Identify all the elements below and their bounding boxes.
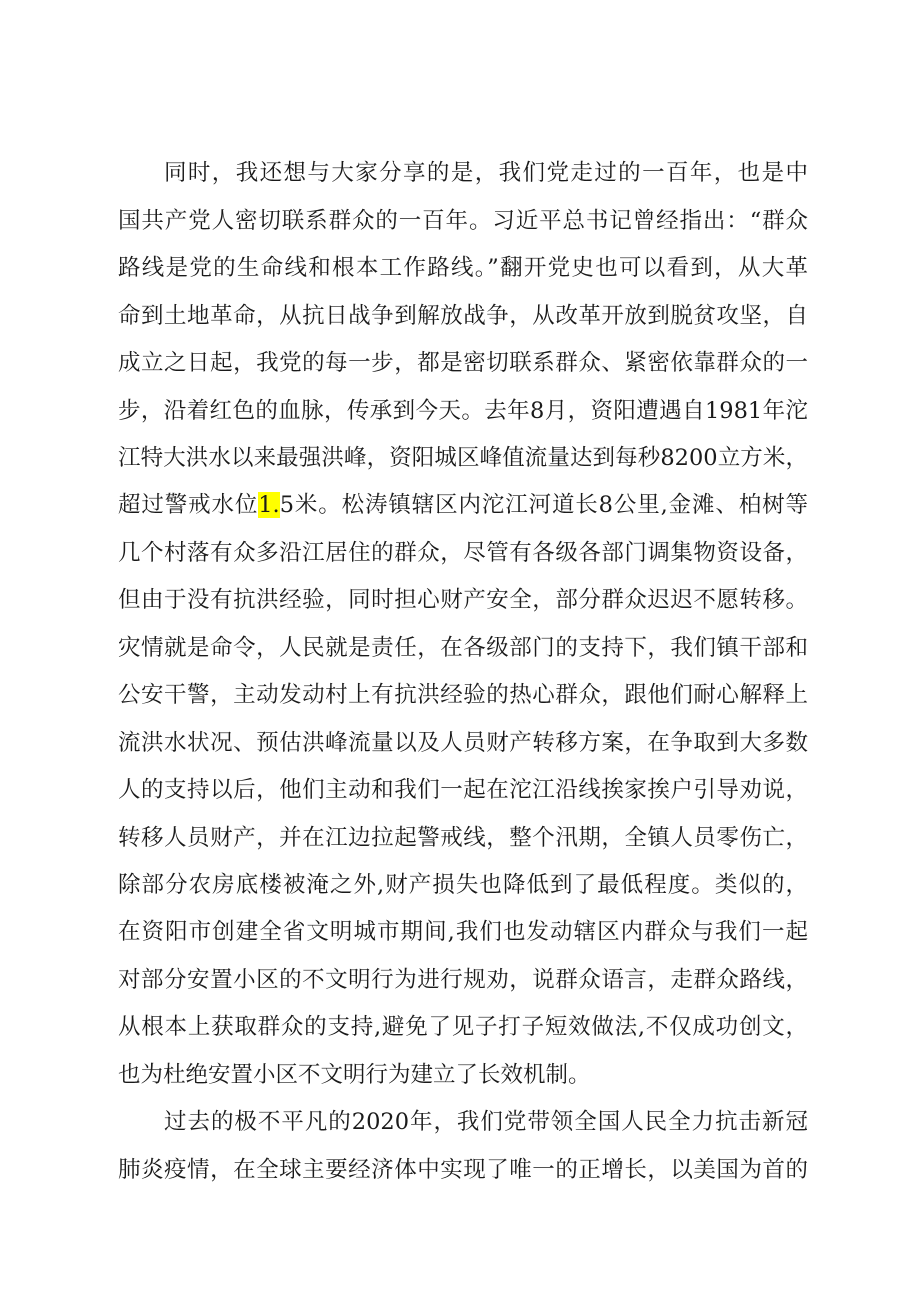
paragraph-1-line-1: 同时，我还想与大家分享的是，我们党走过的一百年，也是中 — [164, 160, 808, 186]
paragraph-1-line-11: 灾情就是命令，人民就是责任，在各级部门的支持下，我们镇干部和 — [118, 635, 808, 661]
paragraph-1-line-19: 从根本上获取群众的支持,避免了见子打子短效做法,不仅成功创文， — [118, 1014, 808, 1040]
paragraph-1-line-14: 人的支持以后，他们主动和我们一起在沱江沿线挨家挨户引导劝说， — [118, 777, 808, 803]
paragraph-1-line-5: 成立之日起，我党的每一步，都是密切联系群众、紧密依靠群众的一 — [118, 350, 808, 376]
paragraph-1-line-15: 转移人员财产，并在江边拉起警戒线，整个汛期，全镇人员零伤亡， — [118, 825, 808, 851]
highlighted-text: 1. — [258, 492, 280, 518]
paragraph-1-line-9: 几个村落有众多沿江居住的群众，尽管有各级各部门调集物资设备， — [118, 540, 808, 566]
paragraph-1-line-10: 但由于没有抗洪经验，同时担心财产安全，部分群众迟迟不愿转移。 — [118, 587, 808, 613]
paragraph-1-line-12: 公安干警，主动发动村上有抗洪经验的热心群众，跟他们耐心解释上 — [118, 682, 808, 708]
line-8-before-text: 超过警戒水位 — [118, 492, 259, 518]
paragraph-2-line-1: 过去的极不平凡的2020年，我们党带领全国人民全力抗击新冠 — [164, 1109, 808, 1135]
paragraph-2-line-2: 肺炎疫情，在全球主要经济体中实现了唯一的正增长，以美国为首的 — [118, 1157, 808, 1183]
paragraph-1-line-3: 路线是党的生命线和根本工作路线。”翻开党史也可以看到，从大革 — [118, 255, 808, 281]
paragraph-1-line-17: 在资阳市创建全省文明城市期间,我们也发动辖区内群众与我们一起 — [118, 919, 808, 945]
paragraph-1-line-13: 流洪水状况、预估洪峰流量以及人员财产转移方案，在争取到大多数 — [118, 730, 808, 756]
paragraph-1-line-16: 除部分农房底楼被淹之外,财产损失也降低到了最低程度。类似的， — [118, 872, 808, 898]
paragraph-1-line-6: 步，沿着红色的血脉，传承到今天。去年8月，资阳遭遇自1981年沱 — [118, 398, 808, 424]
paragraph-1-line-18: 对部分安置小区的不文明行为进行规劝，说群众语言，走群众路线， — [118, 967, 808, 993]
line-8-after-text: 5米。松涛镇辖区内沱江河道长8公里,金滩、柏树等 — [279, 492, 808, 518]
paragraph-1-line-20: 也为杜绝安置小区不文明行为建立了长效机制。 — [118, 1062, 591, 1088]
paragraph-1-line-2: 国共产党人密切联系群众的一百年。习近平总书记曾经指出：“群众 — [118, 208, 808, 234]
paragraph-1-line-8 — [118, 485, 808, 525]
paragraph-1-line-4: 命到土地革命，从抗日战争到解放战争，从改革开放到脱贫攻坚，自 — [118, 303, 808, 329]
paragraph-1-line-7: 江特大洪水以来最强洪峰，资阳城区峰值流量达到每秒8200立方米， — [118, 445, 808, 471]
